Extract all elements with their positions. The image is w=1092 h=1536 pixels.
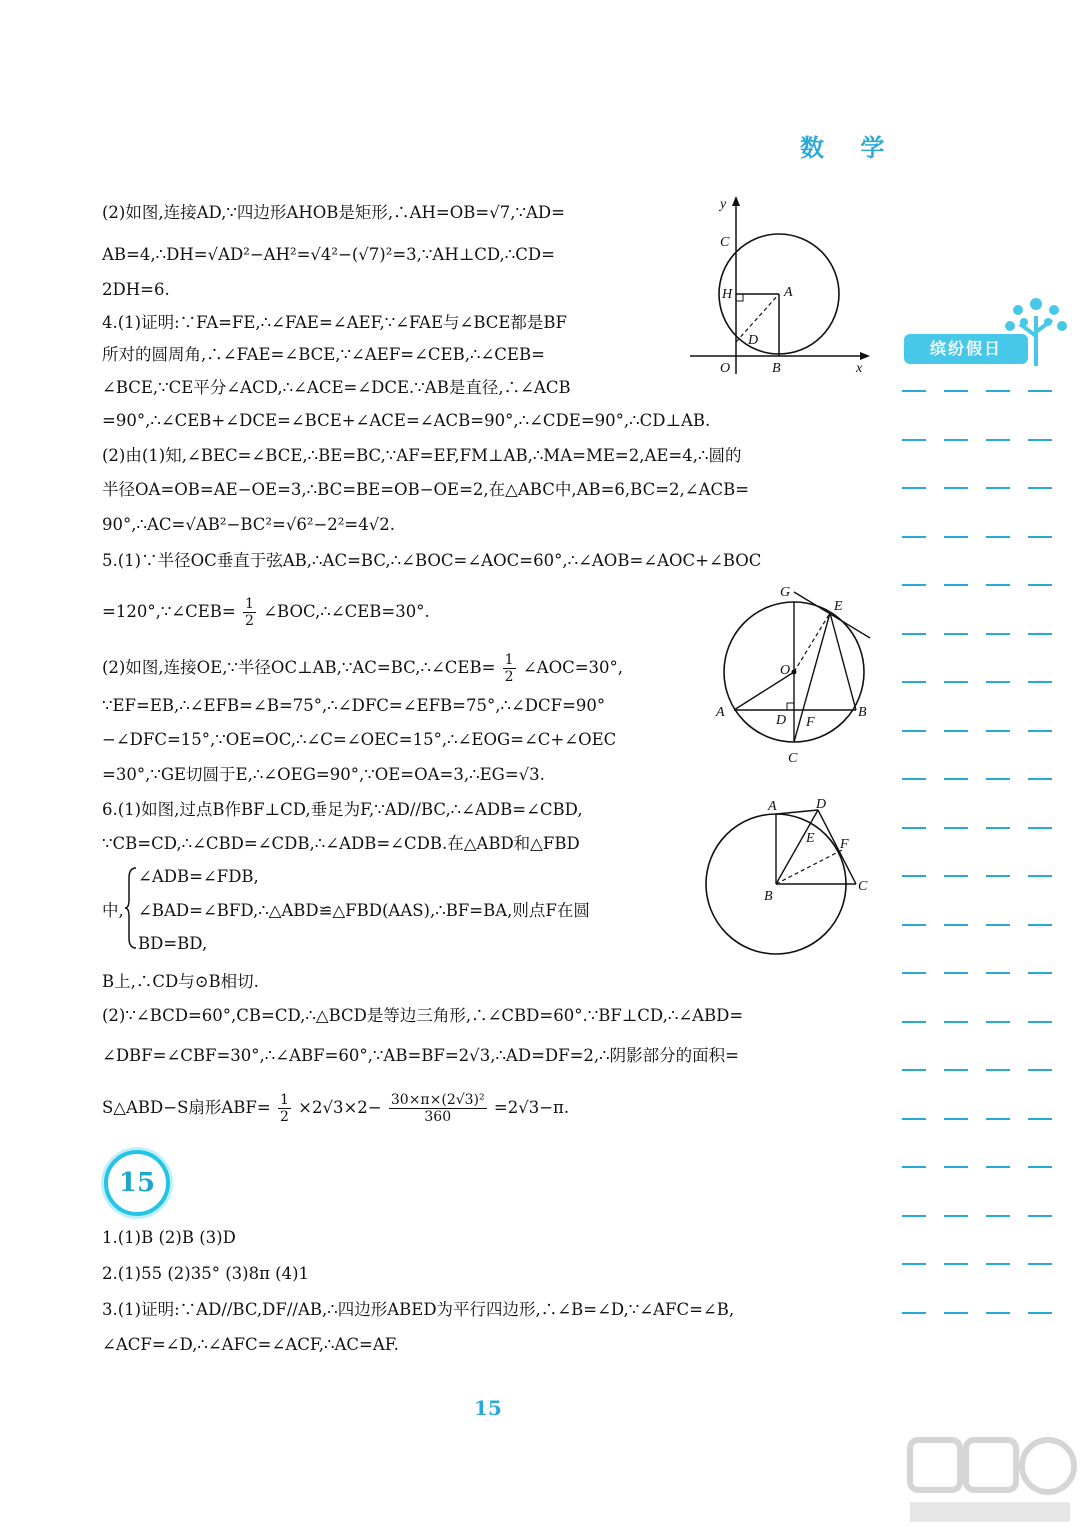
text-line: 2.(1)55 (2)35° (3)8π (4)1 bbox=[102, 1264, 310, 1283]
fraction-sector bbox=[389, 1092, 487, 1125]
text-line: 1.(1)B (2)B (3)D bbox=[102, 1228, 236, 1247]
figure-label: C bbox=[788, 751, 798, 766]
text-line: 所对的圆周角,∴∠FAE=∠BCE,∵∠AEF=∠CEB,∴∠CEB= bbox=[102, 345, 545, 364]
figure-label: O bbox=[720, 361, 731, 376]
figure-label: B bbox=[858, 705, 867, 720]
figure-circle-tangent bbox=[712, 580, 876, 770]
text-line: 4.(1)证明:∵FA=FE,∴∠FAE=∠AEF,∵∠FAE与∠BCE都是BF bbox=[102, 313, 567, 332]
text-line: 6.(1)如图,过点B作BF⊥CD,垂足为F,∵AD//BC,∴∠ADB=∠CBD, bbox=[102, 800, 583, 819]
text-segment: (2)如图,连接OE,∵半径OC⊥AB,∵AC=BC,∴∠CEB= bbox=[102, 658, 496, 677]
watermark-logo bbox=[900, 1430, 1080, 1530]
text-line: ∠DBF=∠CBF=30°,∴∠ABF=60°,∵AB=BF=2√3,∴AD=DF=2,∴阴影部分的面积= bbox=[102, 1046, 739, 1065]
fraction-half bbox=[278, 1092, 291, 1125]
figure-label: F bbox=[806, 715, 815, 730]
figure-circle-b bbox=[700, 796, 872, 960]
text-segment: =120°,∵∠CEB= bbox=[102, 602, 236, 621]
figure-label: E bbox=[806, 831, 815, 846]
text-line: BD=BD, bbox=[138, 934, 208, 953]
text-line: =90°,∴∠CEB+∠DCE=∠BCE+∠ACE=∠ACB=90°,∴∠CDE=90°,∴CD⊥AB. bbox=[102, 411, 711, 430]
figure-label: B bbox=[772, 361, 781, 376]
text-line: AB=4,∴DH=√AD²−AH²=√4²−(√7)²=3,∵AH⊥CD,∴CD= bbox=[102, 245, 555, 264]
fraction-denominator: 2 bbox=[279, 1109, 289, 1125]
figure-label: E bbox=[834, 599, 843, 614]
text-segment: ∠BOC,∴∠CEB=30°. bbox=[263, 602, 430, 621]
figure-label: C bbox=[858, 879, 868, 894]
brace-icon bbox=[124, 866, 138, 950]
figure-label: A bbox=[768, 799, 777, 814]
figure-label: x bbox=[856, 361, 863, 376]
text-line: ∠ACF=∠D,∴∠AFC=∠ACF,∴AC=AF. bbox=[102, 1335, 399, 1354]
page-number: 15 bbox=[474, 1396, 502, 1420]
text-line: ∵EF=EB,∴∠EFB=∠B=75°,∴∠DFC=∠EFB=75°,∴∠DCF=90° bbox=[102, 696, 606, 715]
figure-label: B bbox=[764, 889, 773, 904]
text-segment: ∠AOC=30°, bbox=[522, 658, 624, 677]
notes-lines bbox=[902, 390, 1052, 1360]
fraction-denominator: 2 bbox=[245, 613, 254, 629]
section-badge: 15 bbox=[104, 1150, 170, 1216]
text-line: 中, bbox=[102, 901, 124, 920]
text-line: 90°,∴AC=√AB²−BC²=√6²−2²=4√2. bbox=[102, 515, 395, 534]
text-line: ∠ADB=∠FDB, bbox=[138, 867, 259, 886]
fraction-numerator: 1 bbox=[504, 652, 514, 668]
text-line: B上,∴CD与⊙B相切. bbox=[102, 972, 259, 991]
figure-coordinate-circle bbox=[684, 194, 874, 380]
text-segment: =2√3−π. bbox=[493, 1098, 570, 1117]
fraction-numerator: 1 bbox=[279, 1092, 289, 1108]
fraction-numerator: 30×π×(2√3)² bbox=[390, 1092, 485, 1108]
text-line: ∠BCE,∵CE平分∠ACD,∴∠ACE=∠DCE.∵AB是直径,∴∠ACB bbox=[102, 378, 571, 397]
fraction-numerator: 1 bbox=[245, 596, 254, 612]
figure-label: D bbox=[748, 333, 759, 348]
text-line: 2DH=6. bbox=[102, 280, 170, 299]
figure-label: H bbox=[722, 287, 733, 302]
text-line-with-fraction bbox=[102, 652, 623, 685]
fraction-half bbox=[243, 596, 256, 629]
figure-label: O bbox=[780, 663, 791, 678]
text-line: ∵CB=CD,∴∠CBD=∠CDB,∴∠ADB=∠CDB.在△ABD和△FBD bbox=[102, 834, 580, 853]
text-line: 5.(1)∵半径OC垂直于弦AB,∴AC=BC,∴∠BOC=∠AOC=60°,∴∠AOB=∠AOC+∠BOC bbox=[102, 551, 762, 570]
text-line: −∠DFC=15°,∵OE=OC,∴∠C=∠OEC=15°,∴∠EOG=∠C+∠OEC bbox=[102, 730, 617, 749]
text-line: (2)如图,连接AD,∵四边形AHOB是矩形,∴AH=OB=√7,∵AD= bbox=[102, 203, 565, 222]
figure-label: F bbox=[840, 837, 849, 852]
fraction-denominator: 360 bbox=[424, 1109, 452, 1125]
text-line: 半径OA=OB=AE−OE=3,∴BC=BE=OB−OE=2,在△ABC中,AB=6,BC=2,∠ACB= bbox=[102, 480, 750, 499]
figure-label: D bbox=[776, 713, 787, 728]
text-line: (2)由(1)知,∠BEC=∠BCE,∴BE=BC,∵AF=EF,FM⊥AB,∴MA=ME=2,AE=4,∴圆的 bbox=[102, 446, 742, 465]
fraction-denominator: 2 bbox=[504, 669, 514, 685]
text-line: =30°,∵GE切圆于E,∴∠OEG=90°,∵OE=OA=3,∴EG=√3. bbox=[102, 765, 545, 784]
figure-label: G bbox=[780, 585, 791, 600]
figure-label: y bbox=[720, 197, 727, 212]
figure-label: A bbox=[716, 705, 725, 720]
figure-label: C bbox=[720, 235, 730, 250]
figure-label: A bbox=[784, 285, 793, 300]
text-line-with-fraction bbox=[102, 1092, 569, 1125]
subject-header: 数 学 bbox=[800, 134, 899, 162]
fraction-half bbox=[503, 652, 516, 685]
text-line-with-fraction bbox=[102, 596, 430, 629]
figure-label: D bbox=[816, 797, 827, 812]
text-segment: ×2√3×2− bbox=[298, 1098, 382, 1117]
sidebar-title: 缤纷假日 bbox=[904, 334, 1028, 364]
text-line: (2)∵∠BCD=60°,CB=CD,∴△BCD是等边三角形,∴∠CBD=60°.∵BF⊥CD,∴∠ABD= bbox=[102, 1006, 744, 1025]
text-line: ∠BAD=∠BFD,∴△ABD≌△FBD(AAS),∴BF=BA,则点F在圆 bbox=[138, 901, 590, 920]
text-line: 3.(1)证明:∵AD//BC,DF//AB,∴四边形ABED为平行四边形,∴∠B=∠D,∵∠AFC=∠B, bbox=[102, 1300, 735, 1319]
text-segment: S△ABD−S扇形ABF= bbox=[102, 1098, 271, 1117]
